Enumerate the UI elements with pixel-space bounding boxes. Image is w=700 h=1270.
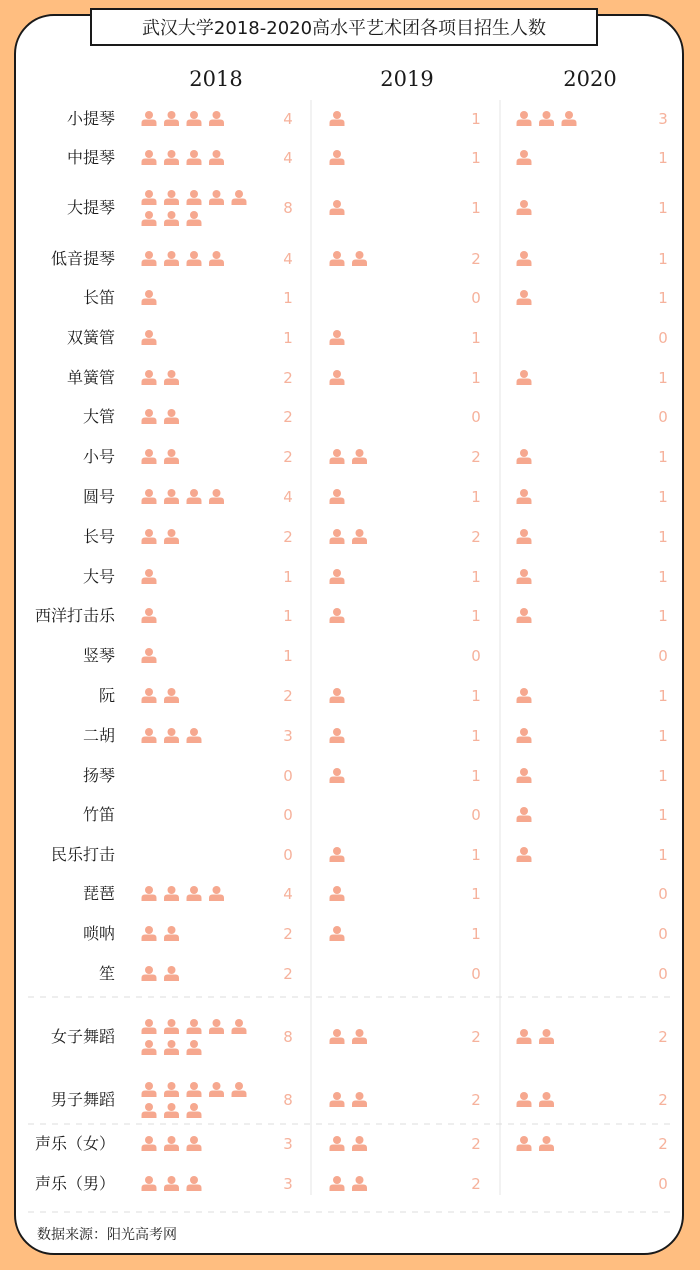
person-icon — [164, 926, 179, 941]
person-icon — [330, 569, 345, 584]
person-icon — [330, 489, 345, 504]
value-label: 2 — [283, 965, 293, 983]
person-icon — [330, 1176, 345, 1191]
value-label: 1 — [471, 110, 481, 128]
value-label: 0 — [471, 965, 481, 983]
value-label: 1 — [283, 647, 293, 665]
person-icon — [517, 449, 532, 464]
value-label: 8 — [283, 199, 293, 217]
person-icon — [142, 111, 157, 126]
person-icon — [142, 569, 157, 584]
value-label: 1 — [283, 607, 293, 625]
value-label: 0 — [471, 806, 481, 824]
person-icon — [142, 688, 157, 703]
person-icon — [164, 1040, 179, 1055]
value-label: 3 — [658, 110, 668, 128]
chart-title: 武汉大学2018-2020高水平艺术团各项目招生人数 — [90, 8, 598, 46]
person-icon — [187, 1136, 202, 1151]
person-icon — [330, 200, 345, 215]
person-icon — [517, 251, 532, 266]
person-icon — [164, 251, 179, 266]
value-label: 1 — [471, 925, 481, 943]
person-icon — [187, 728, 202, 743]
person-icon — [142, 966, 157, 981]
row-label: 二胡 — [82, 726, 115, 745]
row-label: 大提琴 — [66, 198, 115, 217]
value-label: 0 — [658, 1175, 668, 1193]
row-label: 低音提琴 — [50, 249, 115, 268]
row-label: 双簧管 — [66, 328, 115, 347]
person-icon — [330, 608, 345, 623]
person-icon — [330, 926, 345, 941]
value-label: 1 — [658, 250, 668, 268]
person-icon — [209, 1019, 224, 1034]
person-icon — [209, 886, 224, 901]
person-icon — [330, 449, 345, 464]
person-icon — [164, 1136, 179, 1151]
value-label: 1 — [658, 149, 668, 167]
person-icon — [562, 111, 577, 126]
row-label: 男子舞蹈 — [50, 1090, 115, 1109]
value-label: 1 — [283, 329, 293, 347]
value-label: 1 — [471, 199, 481, 217]
person-icon — [209, 251, 224, 266]
value-label: 1 — [471, 727, 481, 745]
row-label: 女子舞蹈 — [50, 1027, 115, 1046]
person-icon — [142, 728, 157, 743]
person-icon — [142, 886, 157, 901]
person-icon — [330, 728, 345, 743]
value-label: 2 — [471, 1091, 481, 1109]
person-icon — [142, 1176, 157, 1191]
row-label: 声乐（男） — [34, 1174, 115, 1193]
row-label: 大管 — [82, 407, 115, 426]
person-icon — [517, 728, 532, 743]
person-icon — [330, 1029, 345, 1044]
value-label: 2 — [658, 1135, 668, 1153]
person-icon — [517, 111, 532, 126]
value-label: 4 — [283, 110, 293, 128]
row-label: 单簧管 — [66, 368, 115, 387]
person-icon — [209, 150, 224, 165]
person-icon — [517, 569, 532, 584]
value-label: 0 — [283, 767, 293, 785]
value-label: 1 — [471, 568, 481, 586]
person-icon — [517, 1029, 532, 1044]
person-icon — [187, 1176, 202, 1191]
row-label: 竖琴 — [82, 646, 115, 665]
person-icon — [187, 251, 202, 266]
person-icon — [187, 1019, 202, 1034]
person-icon — [164, 1082, 179, 1097]
person-icon — [164, 211, 179, 226]
person-icon — [142, 190, 157, 205]
value-label: 2 — [658, 1091, 668, 1109]
person-icon — [142, 150, 157, 165]
value-label: 3 — [283, 1135, 293, 1153]
person-icon — [164, 1103, 179, 1118]
person-icon — [539, 1092, 554, 1107]
value-label: 2 — [471, 1175, 481, 1193]
row-label: 阮 — [98, 686, 115, 705]
person-icon — [187, 111, 202, 126]
value-label: 1 — [471, 885, 481, 903]
person-icon — [164, 111, 179, 126]
person-icon — [232, 1082, 247, 1097]
person-icon — [142, 1019, 157, 1034]
person-icon — [517, 847, 532, 862]
value-label: 1 — [471, 369, 481, 387]
value-label: 2 — [283, 528, 293, 546]
person-icon — [164, 886, 179, 901]
person-icon — [164, 1176, 179, 1191]
value-label: 2 — [658, 1028, 668, 1046]
value-label: 4 — [283, 885, 293, 903]
person-icon — [517, 150, 532, 165]
year-header-2019: 2019 — [380, 67, 434, 91]
value-label: 1 — [471, 329, 481, 347]
row-label: 长笛 — [82, 288, 115, 307]
person-icon — [517, 489, 532, 504]
person-icon — [517, 1136, 532, 1151]
person-icon — [352, 1092, 367, 1107]
row-label: 笙 — [98, 964, 115, 983]
value-label: 2 — [283, 687, 293, 705]
value-label: 1 — [471, 846, 481, 864]
person-icon — [164, 370, 179, 385]
value-label: 1 — [471, 687, 481, 705]
person-icon — [209, 111, 224, 126]
person-icon — [352, 529, 367, 544]
person-icon — [142, 330, 157, 345]
value-label: 2 — [471, 448, 481, 466]
person-icon — [142, 926, 157, 941]
row-label: 小提琴 — [66, 109, 115, 128]
person-icon — [142, 1136, 157, 1151]
row-label: 中提琴 — [66, 148, 115, 167]
person-icon — [187, 1040, 202, 1055]
value-label: 1 — [471, 767, 481, 785]
value-label: 3 — [283, 1175, 293, 1193]
value-label: 2 — [471, 1135, 481, 1153]
person-icon — [330, 768, 345, 783]
person-icon — [330, 847, 345, 862]
value-label: 8 — [283, 1091, 293, 1109]
row-label: 西洋打击乐 — [34, 606, 115, 625]
value-label: 4 — [283, 149, 293, 167]
value-label: 2 — [283, 448, 293, 466]
person-icon — [187, 886, 202, 901]
row-label: 圆号 — [82, 487, 115, 506]
person-icon — [517, 688, 532, 703]
value-label: 1 — [471, 607, 481, 625]
person-icon — [187, 1103, 202, 1118]
value-label: 2 — [471, 528, 481, 546]
value-label: 2 — [283, 369, 293, 387]
value-label: 1 — [658, 846, 668, 864]
person-icon — [142, 449, 157, 464]
value-label: 1 — [658, 687, 668, 705]
source-note: 数据来源：阳光高考网 — [37, 1227, 177, 1243]
value-label: 1 — [658, 727, 668, 745]
person-icon — [539, 111, 554, 126]
value-label: 0 — [658, 408, 668, 426]
value-label: 1 — [658, 607, 668, 625]
value-label: 0 — [471, 408, 481, 426]
person-icon — [142, 1082, 157, 1097]
row-label: 大号 — [82, 567, 115, 586]
value-label: 2 — [283, 408, 293, 426]
value-label: 1 — [658, 199, 668, 217]
person-icon — [517, 290, 532, 305]
value-label: 1 — [658, 289, 668, 307]
person-icon — [164, 409, 179, 424]
person-icon — [352, 1029, 367, 1044]
person-icon — [164, 728, 179, 743]
person-icon — [330, 111, 345, 126]
value-label: 0 — [658, 925, 668, 943]
row-label: 扬琴 — [82, 766, 115, 785]
value-label: 1 — [658, 488, 668, 506]
person-icon — [330, 886, 345, 901]
person-icon — [142, 529, 157, 544]
person-icon — [142, 251, 157, 266]
person-icon — [352, 449, 367, 464]
person-icon — [209, 190, 224, 205]
person-icon — [330, 1092, 345, 1107]
person-icon — [142, 211, 157, 226]
person-icon — [142, 290, 157, 305]
person-icon — [330, 688, 345, 703]
value-label: 0 — [283, 846, 293, 864]
row-label: 长号 — [82, 527, 115, 546]
value-label: 1 — [658, 528, 668, 546]
person-icon — [232, 1019, 247, 1034]
value-label: 2 — [283, 925, 293, 943]
person-icon — [330, 150, 345, 165]
row-label: 声乐（女） — [34, 1134, 115, 1153]
value-label: 1 — [658, 568, 668, 586]
person-icon — [187, 190, 202, 205]
value-label: 1 — [658, 369, 668, 387]
person-icon — [164, 489, 179, 504]
value-label: 1 — [658, 448, 668, 466]
person-icon — [330, 370, 345, 385]
value-label: 1 — [283, 568, 293, 586]
person-icon — [164, 966, 179, 981]
person-icon — [517, 608, 532, 623]
value-label: 0 — [471, 647, 481, 665]
person-icon — [352, 1136, 367, 1151]
person-icon — [352, 1176, 367, 1191]
person-icon — [142, 608, 157, 623]
person-icon — [142, 648, 157, 663]
value-label: 0 — [283, 806, 293, 824]
value-label: 4 — [283, 250, 293, 268]
person-icon — [209, 489, 224, 504]
person-icon — [187, 489, 202, 504]
value-label: 0 — [658, 647, 668, 665]
person-icon — [164, 1019, 179, 1034]
person-icon — [142, 409, 157, 424]
person-icon — [164, 449, 179, 464]
value-label: 1 — [658, 767, 668, 785]
person-icon — [517, 1092, 532, 1107]
value-label: 1 — [471, 488, 481, 506]
person-icon — [539, 1029, 554, 1044]
value-label: 8 — [283, 1028, 293, 1046]
person-icon — [517, 200, 532, 215]
person-icon — [164, 688, 179, 703]
person-icon — [517, 529, 532, 544]
person-icon — [187, 1082, 202, 1097]
value-label: 1 — [658, 806, 668, 824]
value-label: 4 — [283, 488, 293, 506]
value-label: 0 — [658, 965, 668, 983]
person-icon — [232, 190, 247, 205]
person-icon — [142, 1103, 157, 1118]
value-label: 2 — [471, 250, 481, 268]
value-label: 2 — [471, 1028, 481, 1046]
person-icon — [330, 330, 345, 345]
row-label: 琵琶 — [82, 884, 115, 903]
person-icon — [330, 529, 345, 544]
person-icon — [142, 370, 157, 385]
value-label: 0 — [471, 289, 481, 307]
value-label: 1 — [283, 289, 293, 307]
year-header-2020: 2020 — [563, 67, 617, 91]
person-icon — [187, 211, 202, 226]
person-icon — [164, 150, 179, 165]
person-icon — [330, 251, 345, 266]
row-label: 唢呐 — [82, 924, 115, 943]
person-icon — [517, 768, 532, 783]
person-icon — [352, 251, 367, 266]
person-icon — [164, 190, 179, 205]
value-label: 0 — [658, 885, 668, 903]
person-icon — [142, 489, 157, 504]
person-icon — [517, 807, 532, 822]
person-icon — [209, 1082, 224, 1097]
value-label: 1 — [471, 149, 481, 167]
person-icon — [517, 370, 532, 385]
value-label: 3 — [283, 727, 293, 745]
row-label: 民乐打击 — [50, 845, 115, 864]
value-label: 0 — [658, 329, 668, 347]
person-icon — [330, 1136, 345, 1151]
person-icon — [539, 1136, 554, 1151]
person-icon — [187, 150, 202, 165]
row-label: 小号 — [82, 447, 115, 466]
year-header-2018: 2018 — [189, 67, 243, 91]
row-label: 竹笛 — [82, 805, 115, 824]
person-icon — [142, 1040, 157, 1055]
person-icon — [164, 529, 179, 544]
